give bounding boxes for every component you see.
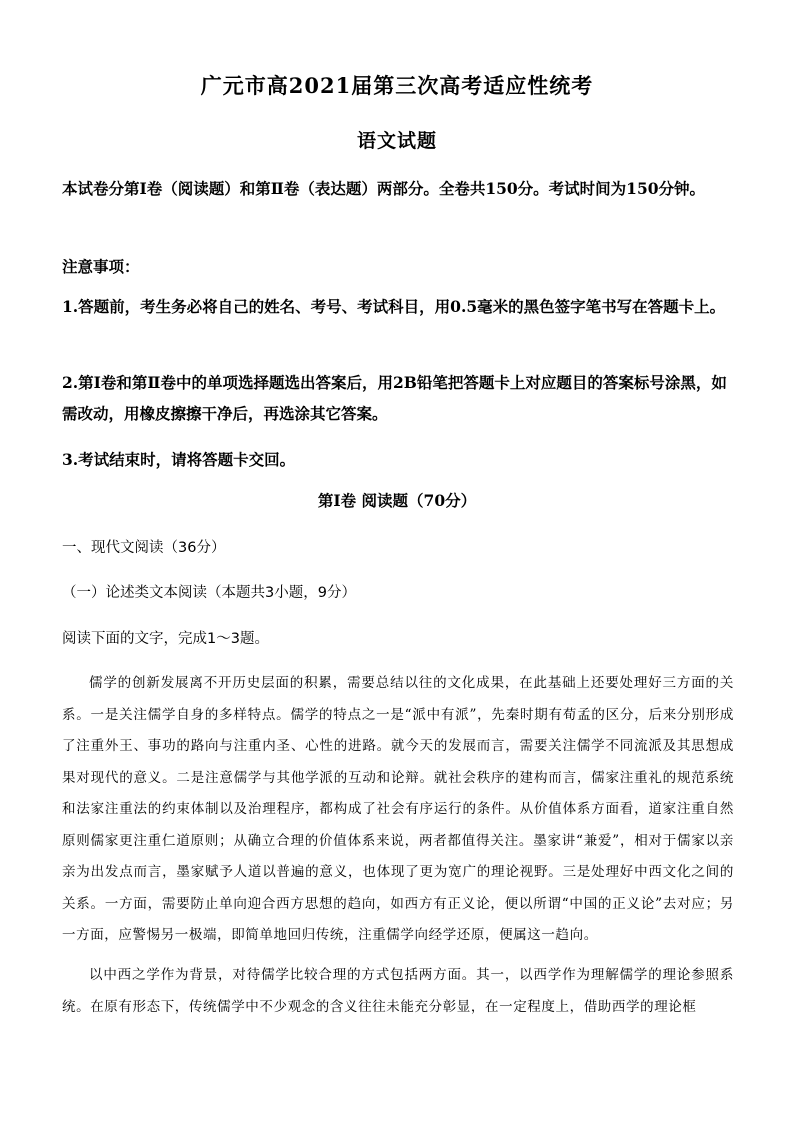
notice-item: 1.答题前，考生务必将自己的姓名、考号、考试科目，用0.5毫米的黑色签字笔书写在答题卡上。 (62, 297, 726, 316)
notice-item: 3.考试结束时，请将答题卡交回。 (62, 450, 296, 469)
exam-title: 广元市高2021届第三次高考适应性统考 (200, 73, 594, 98)
section-title: 第Ⅰ卷 阅读题（70分） (317, 491, 477, 510)
part-heading: 一、现代文阅读（36分） (62, 540, 226, 556)
subpart-heading: （一）论述类文本阅读（本题共3小题，9分） (62, 585, 356, 601)
passage-paragraph: 儒学的创新发展离不开历史层面的积累，需要总结以往的文化成果，在此基础上还要处理好三方面的关系。一是关注儒学自身的多样特点。儒学的特点之一是“派中有派”，先秦时期有荀孟的区分，后来分别形成了注重外王、事功的路向与注重内圣、心性的进路。就今天的发展而言，需要关注儒学不同流派及其思想成果对现代的意义。二是注意儒学与其他学派的互动和论辩。就社会秩序的建构而言，儒家注重礼的规范系统和法家注重法的约束体制以及治理程序，都构成了社会有序运行的条件。从价值体系方面看，道家注重自然原则儒家更注重仁道原则；从确立合理的价值体系来说，两者都值得关注。墨家讲“兼爱”，相对于儒家以亲亲为出发点而言，墨家赋予人道以普遍的意义，也体现了更为宽广的理论视野。三是处理好中西文化之间的关系。一方面，需要防止单向迎合西方思想的趋向，如西方有正义论，便以所谓“中国的正义论”去对应；另一方面，应警惕另一极端，即简单地回归传统，注重儒学向经学还原，便属这一趋向。 (62, 675, 734, 943)
passage-paragraph: 以中西之学作为背景，对待儒学比较合理的方式包括两方面。其一，以西学作为理解儒学的理论参照系统。在原有形态下，传统儒学中不少观念的含义往往未能充分彰显，在一定程度上，借助西学的理论框 (62, 967, 734, 1015)
exam-subject-title: 语文试题 (356, 130, 437, 152)
notice-heading: 注意事项： (62, 257, 140, 276)
reading-instruction: 阅读下面的文字，完成1～3题。 (62, 631, 269, 647)
exam-intro: 本试卷分第Ⅰ卷（阅读题）和第Ⅱ卷（表达题）两部分。全卷共150分。考试时间为150分钟。 (62, 179, 706, 198)
notice-item: 2.第Ⅰ卷和第Ⅱ卷中的单项选择题选出答案后，用2B铅笔把答题卡上对应题目的答案标号涂黑，如需改动，用橡皮擦擦干净后，再选涂其它答案。 (62, 373, 727, 423)
